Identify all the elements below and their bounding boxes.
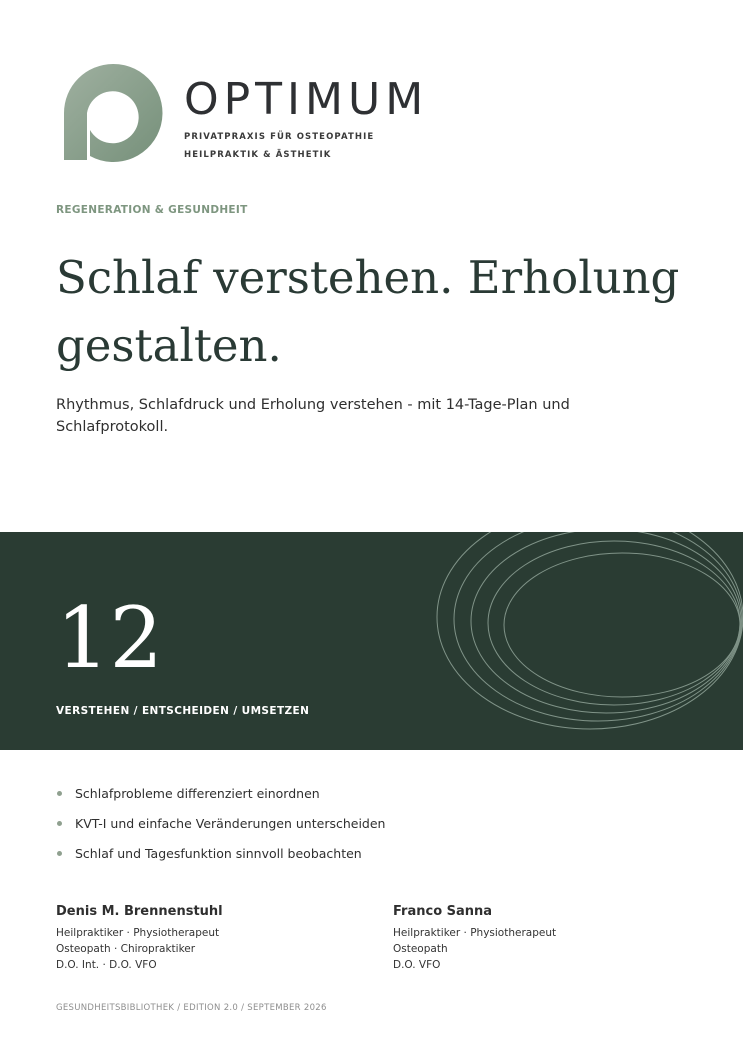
author-name: Denis M. Brennenstuhl — [56, 904, 223, 919]
list-item-text: KVT-I und einfache Veränderungen unterscheiden — [75, 816, 386, 831]
bullet-dot-icon — [57, 791, 62, 796]
brand-logo — [62, 62, 482, 166]
author-name: Franco Sanna — [393, 904, 493, 919]
logo-tagline-2: HEILPRAKTIK & ÄSTHETIK — [184, 150, 332, 160]
author-credential: Osteopath · Chiropraktiker — [56, 943, 196, 955]
bullet-dot-icon — [57, 821, 62, 826]
list-item-text: Schlaf und Tagesfunktion sinnvoll beobachten — [75, 846, 362, 861]
issue-label: VERSTEHEN / ENTSCHEIDEN / UMSETZEN — [56, 705, 310, 717]
list-item-text: Schlafprobleme differenziert einordnen — [75, 786, 320, 801]
author-credential: Heilpraktiker · Physiotherapeut — [56, 927, 220, 939]
logo-tagline-1: PRIVATPRAXIS FÜR OSTEOPATHIE — [184, 132, 375, 142]
logo-wordmark: OPTIMUM — [184, 74, 429, 125]
page-title: Schlaf verstehen. Erholung gestalten. — [56, 251, 680, 372]
author-block — [56, 904, 356, 973]
author-credential: Heilpraktiker · Physiotherapeut — [393, 927, 557, 939]
optimum-logo-mark-icon — [62, 62, 164, 164]
author-credential: D.O. VFO — [393, 959, 441, 971]
author-credential: Osteopath — [393, 943, 448, 955]
author-credential: D.O. Int. · D.O. VFO — [56, 959, 157, 971]
key-points-list — [56, 784, 385, 874]
list-item — [56, 844, 385, 874]
issue-number: 12 — [56, 589, 163, 687]
bullet-dot-icon — [57, 851, 62, 856]
list-item — [56, 814, 385, 844]
list-item — [56, 784, 385, 814]
edition-footer: GESUNDHEITSBIBLIOTHEK / EDITION 2.0 / SEPTEMBER 2026 — [56, 1003, 327, 1013]
author-block — [393, 904, 693, 973]
category-kicker: REGENERATION & GESUNDHEIT — [56, 204, 248, 216]
issue-band — [0, 532, 743, 750]
page-subtitle: Rhythmus, Schlafdruck und Erholung verstehen - mit 14-Tage-Plan und Schlafprotokoll. — [56, 397, 570, 435]
